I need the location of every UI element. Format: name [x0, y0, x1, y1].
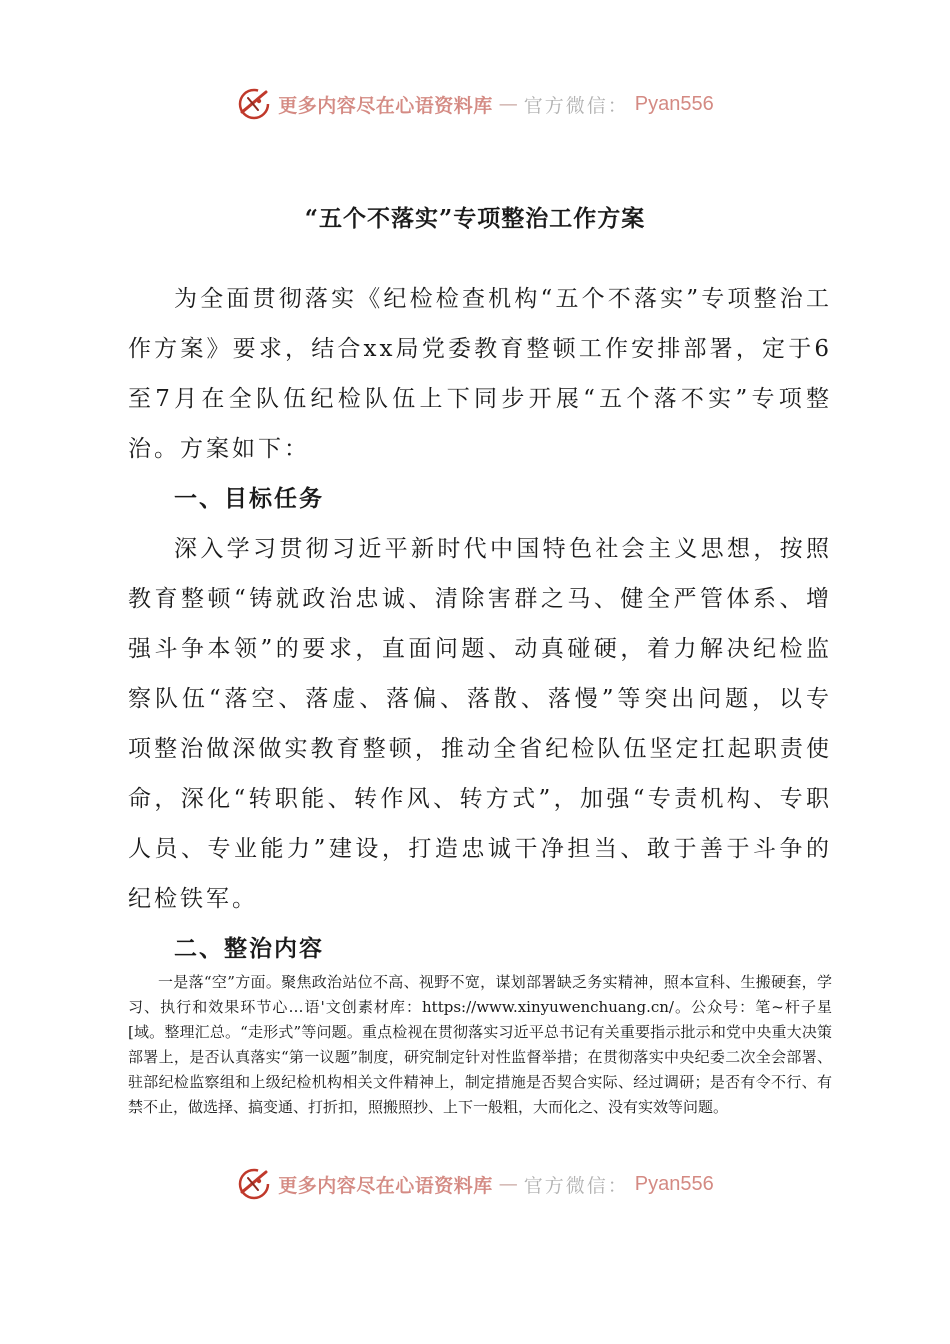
- watermark-wechat-label: 官方微信：: [523, 1174, 629, 1197]
- document-body: [128, 274, 832, 974]
- watermark-brand-text: 更多内容尽在心语资料库: [278, 94, 493, 117]
- watermark-wechat-id: Pyan556: [634, 1172, 714, 1195]
- content-paragraph: 一是落“空”方面。聚焦政治站位不高、视野不宽，谋划部署缺乏务实精神，照本宣科、生搬硬套，学习、执行和效果环节心…语'文创素材库：https://www.xinyuwenchuang.cn/。公众号：笔~杆子星[域。整理汇总。“走形式”等问题。重点检视在贯彻落实习近平总书记有关重要指示批示和党中央重大决策部署上，是否认真落实“第一议题”制度，研究制定针对性监督举措；在贯彻落实中央纪委二次全会部署、驻部纪检监察组和上级纪检机构相关文件精神上，制定措施是否契合实际、经过调研；是否有令不行、有禁不止，做选择、搞变通、打折扣，照搬照抄、上下一般粗，大而化之、没有实效等问题。: [128, 973, 832, 1116]
- watermark-separator: —: [498, 1173, 518, 1195]
- intro-paragraph: 为全面贯彻落实《纪检检查机构“五个不落实”专项整治工作方案》要求，结合xx局党委教育整顿工作安排部署，定于6至7月在全队伍纪检队伍上下同步开展“五个落不实”专项整治。方案如下：: [128, 286, 832, 462]
- section-heading-goals: 一、目标任务: [174, 485, 324, 512]
- header-watermark: [0, 82, 950, 126]
- footer-watermark: [0, 1162, 950, 1206]
- document-title: “五个不落实”专项整治工作方案: [304, 205, 646, 232]
- watermark-brand-text: 更多内容尽在心语资料库: [278, 1174, 493, 1197]
- brush-stroke-logo-icon: [236, 1166, 272, 1202]
- goals-paragraph: 深入学习贯彻习近平新时代中国特色社会主义思想，按照教育整顿“铸就政治忠诚、清除害群之马、健全严管体系、增强斗争本领”的要求，直面问题、动真碰硬，着力解决纪检监察队伍“落空、落虚、落偏、落散、落慢”等突出问题，以专项整治做深做实教育整顿，推动全省纪检队伍坚定扛起职责使命，深化“转职能、转作风、转方式”，加强“专责机构、专职人员、专业能力”建设，打造忠诚干净担当、敢于善于斗争的纪检铁军。: [128, 536, 832, 912]
- watermark-wechat-label: 官方微信：: [523, 94, 629, 117]
- watermark-wechat-id: Pyan556: [634, 92, 714, 115]
- brush-stroke-logo-icon: [236, 86, 272, 122]
- watermark-separator: —: [498, 93, 518, 115]
- section-heading-content: 二、整治内容: [174, 935, 324, 962]
